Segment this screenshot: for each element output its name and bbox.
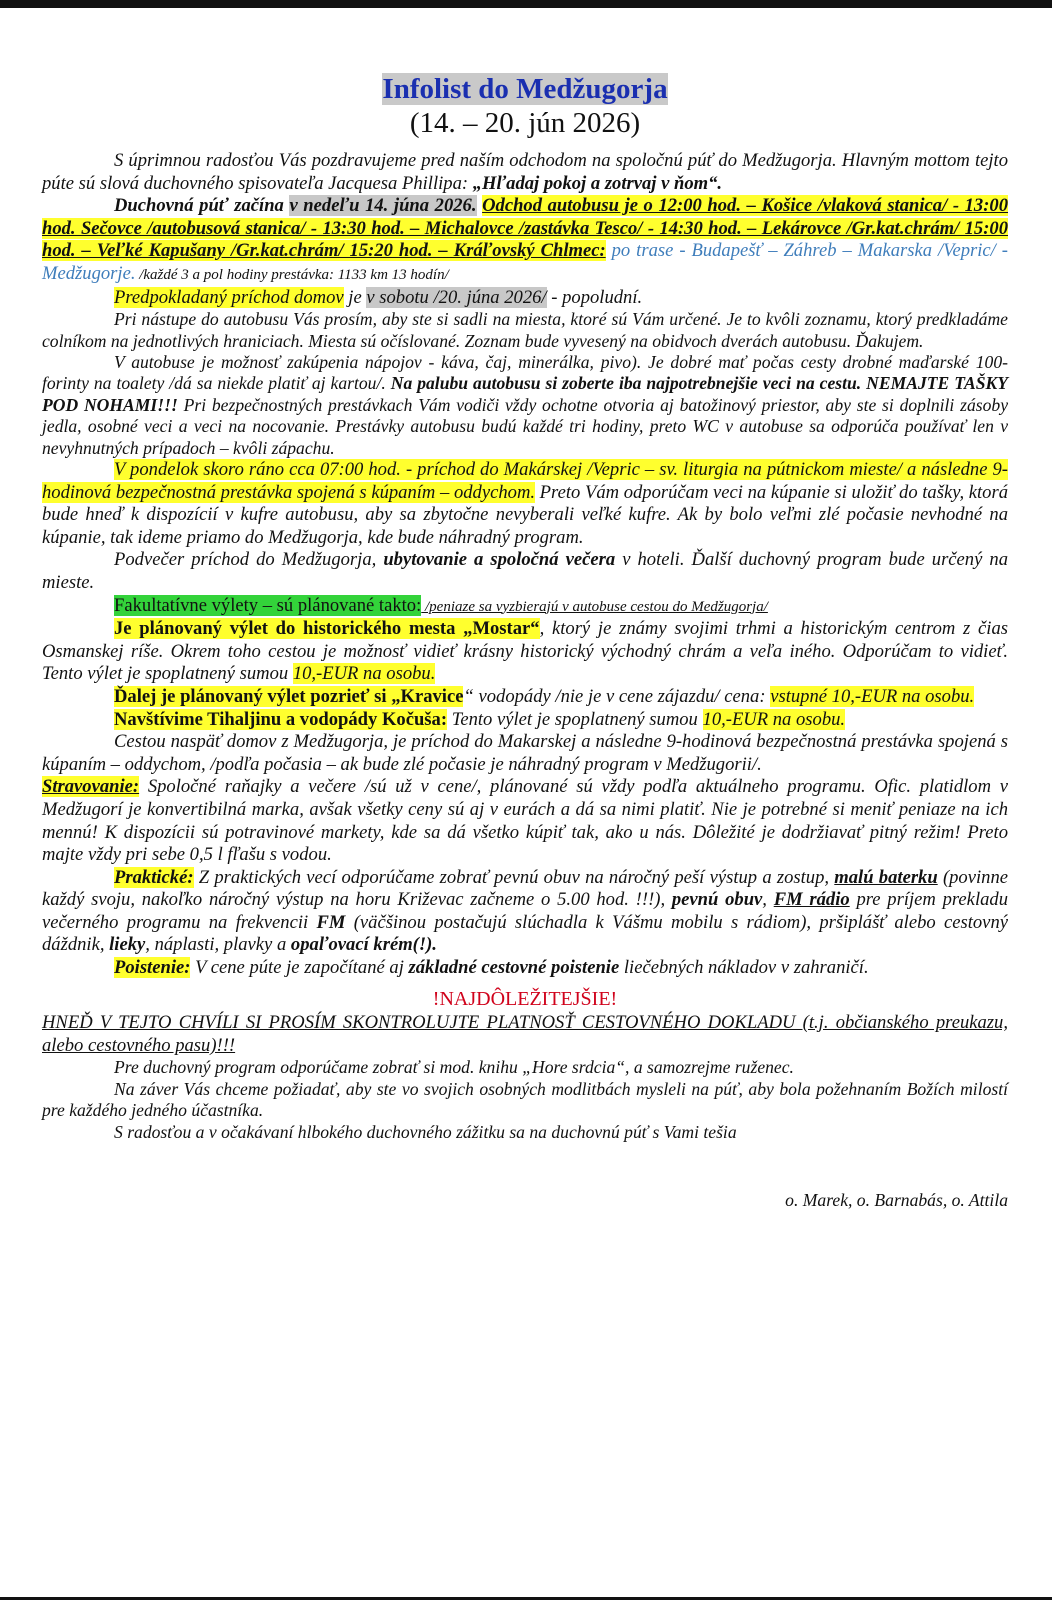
infolist-document [42, 72, 1008, 1212]
insurance-label: Poistenie: [114, 957, 191, 979]
seating-paragraph: Pri nástupe do autobusu Vás prosím, aby ste si sadli na miesta, ktoré sú Vám určené. Je to kvôli zoznamu, ktorý predkladáme colníkom na jednotlivých hraniciach. Miesta sú očíslované. Zoznam bude vyvesený na obidvoch dverách autobusu. Ďakujem. [42, 309, 1008, 351]
tihaljina-paragraph: Navštívime Tihaljinu a vodopády Kočuša: Tento výlet je spoplatnený sumou 10,-EUR na osobu. [114, 708, 846, 730]
excursions-heading: Fakultatívne výlety – sú plánované takto: /peniaze sa vyzbierajú v autobuse cestou do Medžugorja/ [114, 594, 768, 616]
return-paragraph: Predpokladaný príchod domov je v sobotu /20. júna 2026/ - popoludní. [114, 286, 643, 308]
greeting-paragraph: S úprimnou radosťou Vás pozdravujeme pred naším odchodom na spoločnú púť do Medžugorja. Hlavným mottom tejto púte sú slová duchovného spisovateľa Jacquesa Phillipa: „Hľadaj pokoj a zotrvaj v ňom“. [42, 150, 1008, 194]
tihaljina-price: 10,-EUR na osobu. [702, 708, 846, 730]
kravice-paragraph: Ďalej je plánovaný výlet pozrieť si „Kravice“ vodopády /nie je v cene zájazdu/ cena: vstupné 10,-EUR na osobu. [114, 685, 975, 707]
departure-schedule: Odchod autobusu je o 12:00 hod. – Košice /vlaková stanica/ - 13:00 hod. Sečovce /autobusová stanica/ - 13:30 hod. – Michalovce /zastávka Tesco/ - 14:30 hod. – Lekárovce /Gr.kat.chrám/ 15:00 hod. – Veľké Kapušany /Gr.kat.chrám/ 15:20 hod. – Kráľovský Chlmec: [42, 195, 1008, 262]
start-date: v nedeľu 14. júna 2026. [289, 195, 477, 217]
signature: o. Marek, o. Barnabás, o. Attila [785, 1190, 1008, 1211]
return-trip-paragraph: Cestou naspäť domov z Medžugorja, je príchod do Makarskej a následne 9-hodinová bezpečnostná prestávka spojená s kúpaním – oddychom, /podľa počasia – ak bude zlé počasie je náhradný program v Medžugorii/. [42, 731, 1008, 775]
motto: „Hľadaj pokoj a zotrvaj v ňom“. [472, 172, 723, 194]
practical-label: Praktické: [114, 866, 194, 888]
route: po trase - Budapešť – Záhreb – Makarska /Vepric/ - Medžugorje. [42, 240, 1008, 284]
luggage-warning: Na palubu autobusu si zoberte iba najpotrebnejšie veci na cestu. NEMAJTE TAŠKY POD NOHAMI!!! [42, 373, 1008, 415]
kravice-price: vstupné 10,-EUR na osobu. [770, 685, 975, 707]
meals-label: Stravovanie: [42, 776, 140, 798]
practical-paragraph: Praktické: Z praktických vecí odporúčame zobrať pevnú obuv na náročný peší výstup a zostup, malú baterku (povinne každý svoju, nakoľko náročný výstup na horu Križevac začneme o 5.00 hod. !!!), pevnú obuv, FM rádio pre príjem prekladu večerného programu na frekvencii FM (väčšinou postačujú slúchadla k Vášmu mobilu s rádiom), pršiplášť alebo cestovný dáždnik, lieky, náplasti, plavky a opaľovací krém(!). [42, 866, 1008, 956]
mostar-price: 10,-EUR na osobu. [292, 663, 436, 685]
farewell-line: S radosťou a v očakávaní hlbokého duchovného zážitku sa na duchovnú púť s Vami tešia [114, 1121, 737, 1142]
return-date: v sobotu /20. júna 2026/ [366, 286, 547, 308]
mostar-paragraph: Je plánovaný výlet do historického mesta „Mostar“, ktorý je známy svojimi trhmi a historickým centrom z čias Osmanskej ríše. Okrem toho cestou je možnosť vidieť krásny historický východný chrám a veľa iného. Odporúčam to vidieť. Tento výlet je spoplatnený sumou 10,-EUR na osobu. [42, 618, 1008, 685]
departure-paragraph: Duchovná púť začína v nedeľu 14. júna 2026. Odchod autobusu je o 12:00 hod. – Košice /vlaková stanica/ - 13:00 hod. Sečovce /autobusová stanica/ - 13:30 hod. – Michalovce /zastávka Tesco/ - 14:30 hod. – Lekárovce /Gr.kat.chrám/ 15:00 hod. – Veľké Kapušany /Gr.kat.chrám/ 15:20 hod. – Kráľovský Chlmec: po trase - Budapešť – Záhreb – Makarska /Vepric/ - Medžugorje. /každé 3 a pol hodiny prestávka: 1133 km 13 hodín/ [42, 195, 1008, 284]
document-check-notice: HNEĎ V TEJTO CHVÍLI SI PROSÍM SKONTROLUJTE PLATNOSŤ CESTOVNÉHO DOKLADU (t.j. občianského preukazu, alebo cestovného pasu)!!! [42, 1012, 1008, 1056]
closing-request-paragraph: Na záver Vás chceme požiadať, aby ste vo svojich osobných modlitbách mysleli na púť, aby bola požehnaním Božích milostí pre každého jedného účastníka. [42, 1078, 1008, 1121]
makarska-paragraph: V pondelok skoro ráno cca 07:00 hod. - príchod do Makárskej /Vepric – sv. liturgia na pútnickom mieste/ a následne 9-hodinová bezpečnostná prestávka spojená s kúpaním – oddychom. Preto Vám odporúčam veci na kúpanie si uložiť do tašky, ktorá bude hneď k dispozícií v kufre autobusu, aby sa zbytočne nevyberali veľké kufre. Ak by bolo veľmi zlé počasie nevhodné na kúpanie, tak ideme priamo do Medžugorja, kde bude náhradný program. [42, 459, 1008, 548]
prayer-book-paragraph: Pre duchovný program odporúčame zobrať si mod. knihu „Hore srdcia“, a samozrejme ruženec. [114, 1057, 794, 1078]
document-title: Infolist do Medžugorja [382, 73, 668, 105]
trip-dates: (14. – 20. jún 2026) [409, 107, 641, 139]
arrival-paragraph: Podvečer príchod do Medžugorja, ubytovanie a spoločná večera v hoteli. Ďalší duchovný program bude určený na mieste. [42, 549, 1008, 593]
important-heading: !NAJDÔLEŽITEJŠIE! [432, 987, 618, 1010]
top-border [0, 0, 1052, 8]
insurance-paragraph: Poistenie: V cene púte je započítané aj základné cestovné poistenie liečebných nákladov v zahraničí. [114, 957, 869, 979]
bus-info-paragraph: V autobuse je možnosť zakúpenia nápojov - káva, čaj, minerálka, pivo). Je dobré mať počas cesty drobné maďarské 100-forinty na toalety /dá sa niekde platiť aj kartou/. Na palubu autobusu si zoberte iba najpotrebnejšie veci na cestu. NEMAJTE TAŠKY POD NOHAMI!!! Pri bezpečnostných prestávkach Vám vodiči vždy ochotne otvoria aj batožinový priestor, aby ste si doplnili zásoby jedla, osobné veci a veci na nocovanie. Prestávky autobusu budú každé tri hodiny, preto WC v autobuse sa odporúča používať len v nevyhnutných prípadoch – kvôli zápachu. [42, 351, 1008, 458]
meals-paragraph: Stravovanie: Spoločné raňajky a večere /sú už v cene/, plánované sú vždy podľa aktuálneho programu. Ofic. platidlom v Medžugorí je konvertibilná marka, avšak všetky ceny sú aj v eurách a dá sa nimi platiť. Nie je potrebné si meniť peniaze na ich mennú! K dispozícii sú potravinové markety, kde sa dá všetko kúpiť tak, ako u nás. Dôležité je dodržiavať pitný režim! Preto majte vždy pri sebe 0,5 l fľašu s vodou. [42, 776, 1008, 866]
